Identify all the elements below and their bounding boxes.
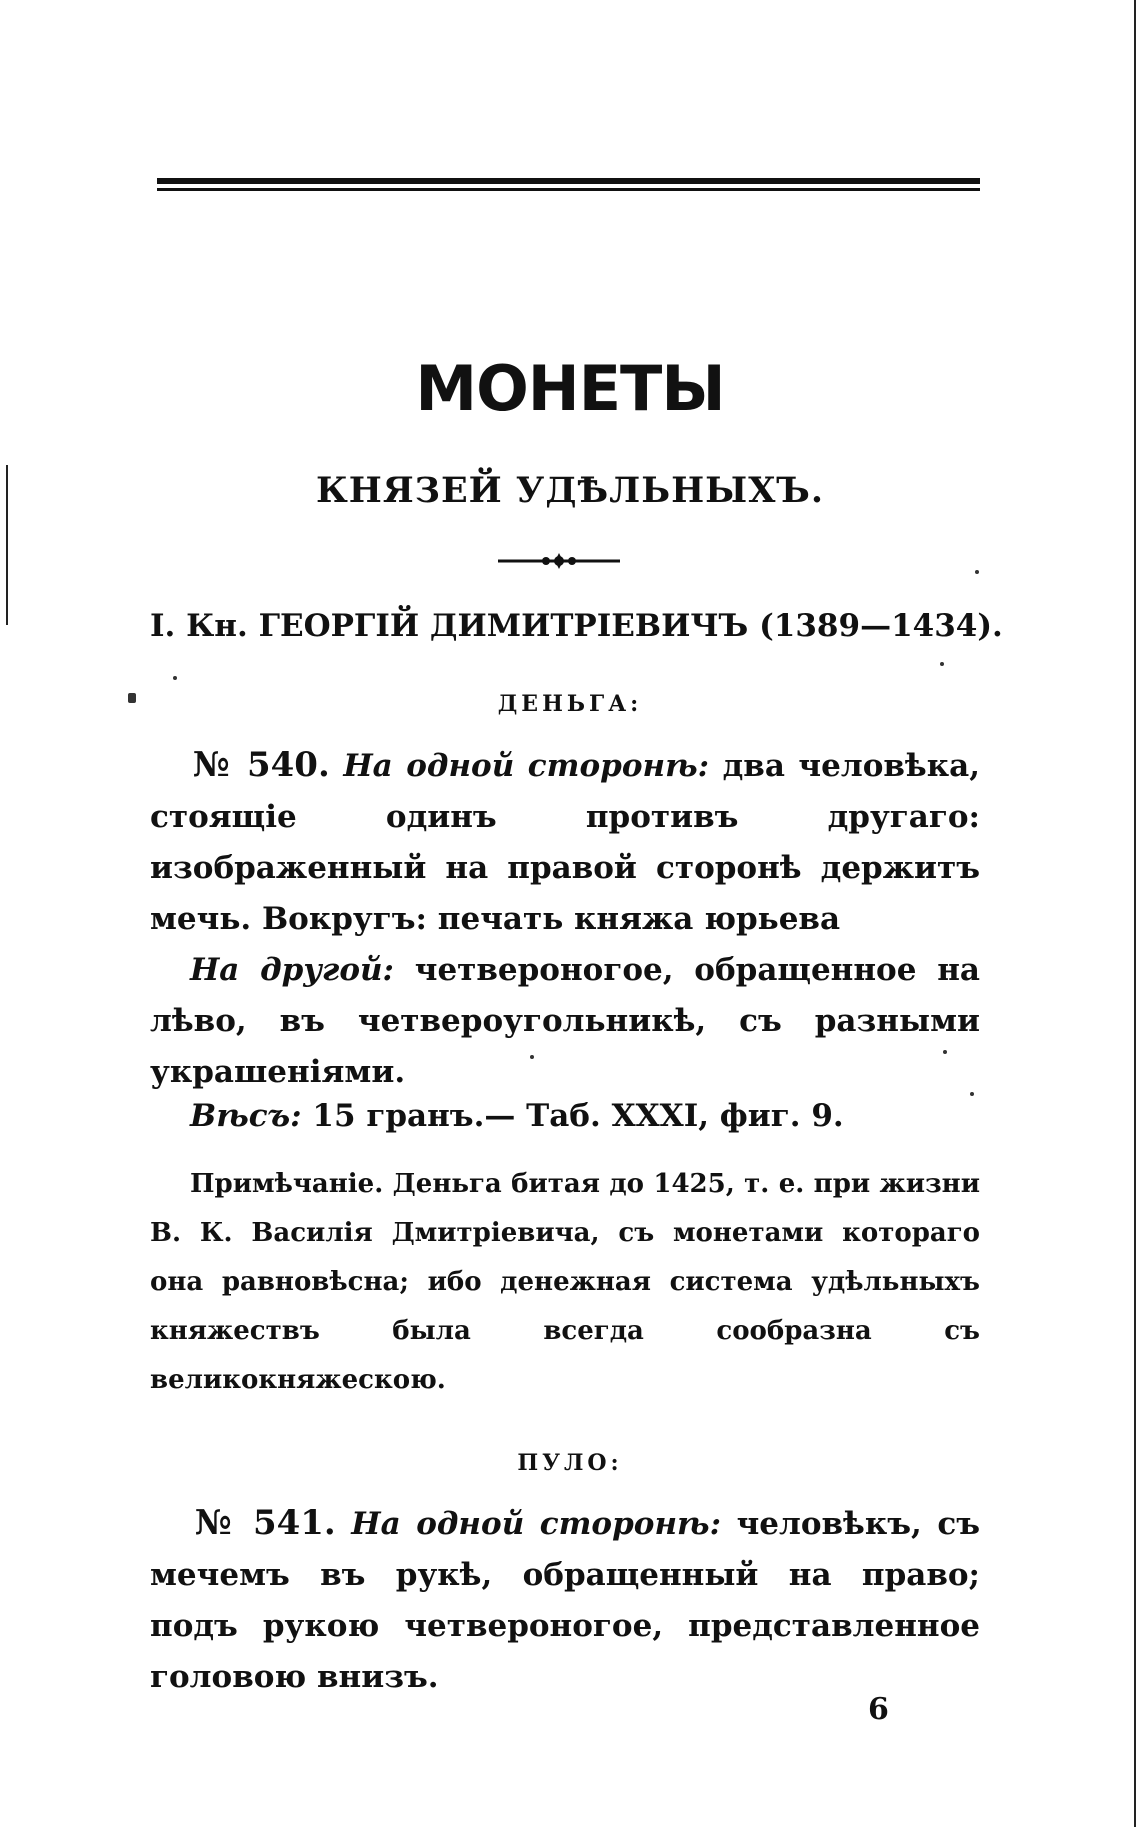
section-number: I. [150,608,176,644]
entry-540-around-label: Вокругъ: [261,901,427,937]
page-subtitle: КНЯЗЕЙ УДѢЛЬНЫХЪ. [315,470,825,511]
entry-541-number: № 541. [190,1503,336,1543]
note-paragraph [150,1160,980,1405]
section-heading [150,608,1003,644]
entry-540-number: № 540. [190,745,330,785]
section-years: (1389—1434). [759,608,1003,644]
entry-540-obverse-text: два человѣка, стоящіе одинъ противъ другаго: изображенный на правой сторонѣ держитъ мечь. [150,748,980,937]
scan-speck [970,1092,974,1096]
entry-540-obverse-label: На одной сторонѣ: [343,748,710,784]
top-rule-thick [157,178,980,184]
scan-speck [943,1050,947,1054]
top-rule-thin [157,188,980,191]
scan-speck [173,676,177,680]
entry-541-obverse-label: На одной сторонѣ: [351,1506,722,1542]
weight-text: 15 гранъ.— Таб. XXXI, фиг. 9. [312,1098,844,1134]
section-name: ГЕОРГІЙ ДИМИТРІЕВИЧЪ [258,608,749,644]
scan-speck [975,570,979,574]
entry-541-obverse-text: человѣкъ, съ мечемъ въ рукѣ, обращенный на право; подъ рукою четвероногое, представленное головою внизъ. [150,1506,980,1695]
entry-540-reverse-text: четвероногое, обращенное на лѣво, въ четвероугольникѣ, съ разными украшеніями. [150,952,980,1090]
denga-heading: ДЕНЬГА: [497,691,643,717]
page-number: 6 [868,1692,889,1727]
pulo-heading: ПУЛО: [517,1450,623,1476]
right-scan-edge [1134,0,1136,1827]
entry-540-obverse [150,740,980,945]
entry-541 [150,1498,980,1703]
page-title: МОНЕТЫ [415,352,725,425]
entry-540-weight [190,1098,980,1134]
scan-speck [128,693,136,703]
entry-540-reverse-label: На другой: [190,952,394,988]
scan-speck [940,662,944,666]
section-prefix: Кн. [186,608,248,644]
weight-label: Вѣсъ: [190,1098,302,1134]
note-text: Деньга битая до 1425, т. е. при жизни В. К. Василія Дмитріевича, съ монетами котораго она равновѣсна; ибо денежная система удѣльныхъ княжествъ была всегда сообразна съ великокняжескою. [150,1169,980,1395]
note-label: Примѣчаніе. [190,1169,384,1199]
entry-540-reverse [150,945,980,1098]
scan-speck [530,1055,534,1059]
ornamental-divider-icon [498,551,620,571]
entry-540-around-text: печать княжа юрьева [437,901,841,937]
